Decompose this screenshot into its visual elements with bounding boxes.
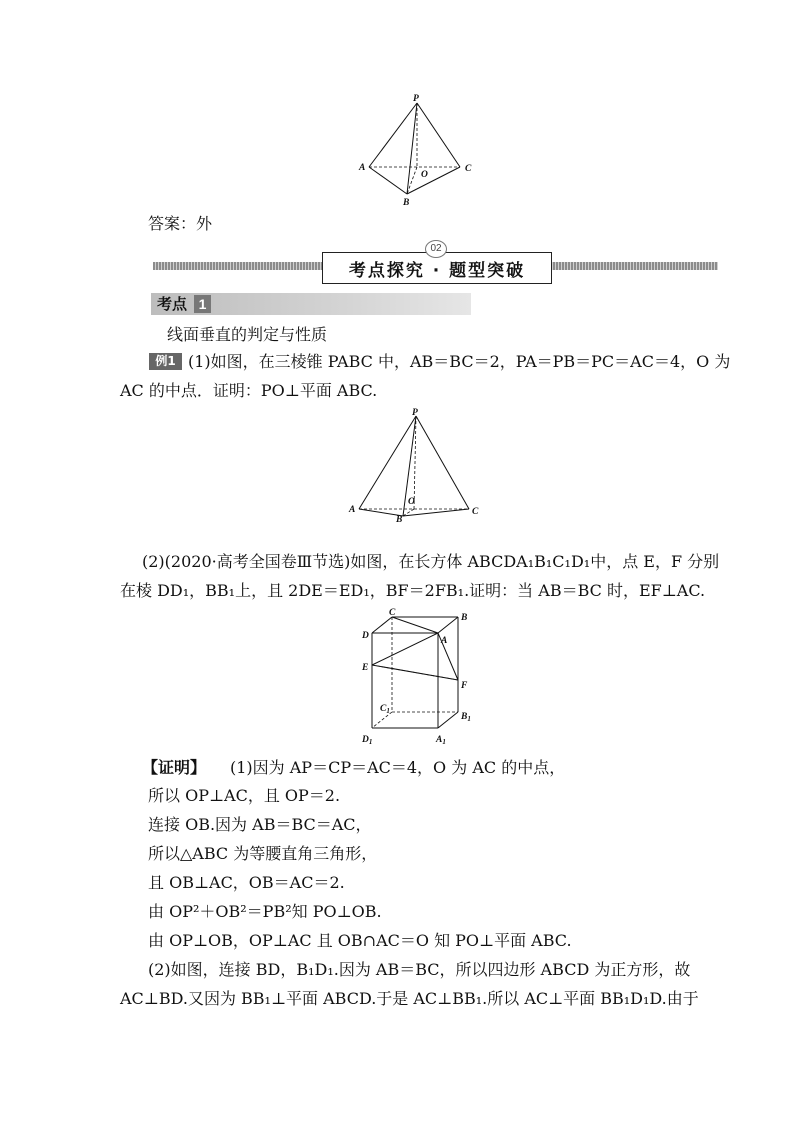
pyramid-figure-1 [355,95,485,207]
label-F: F [461,681,468,691]
proof-line: 连接 OB.因为 AB＝BC＝AC， [148,815,372,834]
label-B1: $B_1$ [461,712,471,723]
proof-heading: 【证明】 [142,758,207,777]
proof-line: (2)如图，连接 BD，B₁D₁.因为 AB＝BC，所以四边形 ABCD 为正方形，故 [148,960,691,979]
kaodian-number: 1 [194,295,211,313]
label-B: B [396,515,403,525]
label-P: P [413,94,419,104]
label-D1: $D_1$ [362,735,373,746]
label-O: O [408,497,415,507]
proof-line: 且 OB⊥AC，OB＝AC＝2. [148,873,345,892]
label-D: D [362,631,369,641]
example-part2-line1: (2)(2020·高考全国卷Ⅲ节选)如图，在长方体 ABCDA₁B₁C₁D₁中，点 E，F 分别 [142,552,720,571]
example-part2-line2: 在棱 DD₁，BB₁上，且 2DE＝ED₁，BF＝2FB₁.证明：当 AB＝BC 时，EF⊥AC. [120,581,706,600]
label-C: C [472,507,479,517]
topic-title: 线面垂直的判定与性质 [167,325,328,344]
cuboid-figure [358,608,478,746]
label-A1: $A_1$ [436,735,446,746]
label-E: E [362,663,369,673]
pyramid-figure-2 [345,408,485,523]
label-O: O [421,170,428,180]
label-C: C [465,164,472,174]
label-B: B [403,198,410,208]
proof-line: 由 OP²＋OB²＝PB²知 PO⊥OB. [148,902,382,921]
label-B: B [461,613,468,623]
banner-left-rule [153,262,323,270]
label-P: P [412,408,418,418]
kaodian-label: 考点 [157,295,188,313]
section-banner-title: 考点探究 · 题型突破 [348,260,526,281]
answer-text: 答案：外 [148,214,213,233]
example-tag: 例1 [149,353,182,370]
proof-line: 由 OP⊥OB，OP⊥AC 且 OB∩AC＝O 知 PO⊥平面 ABC. [148,931,572,950]
section-number-badge: 02 [425,240,447,258]
proof-line: 所以△ABC 为等腰直角三角形， [148,844,378,863]
proof-line: 所以 OP⊥AC，且 OP＝2. [148,786,341,805]
example-part1-line2: AC 的中点．证明：PO⊥平面 ABC. [120,381,378,400]
label-A: A [359,163,366,173]
label-A: A [349,505,356,515]
banner-right-rule [550,262,718,270]
example-part1-line1: (1)如图，在三棱锥 PABC 中，AB＝BC＝2，PA＝PB＝PC＝AC＝4，O 为 [188,352,731,371]
label-A: A [441,636,448,646]
label-C1: $C_1$ [380,704,390,715]
label-C: C [389,608,396,618]
proof-line: (1)因为 AP＝CP＝AC＝4，O 为 AC 的中点， [230,758,566,777]
proof-line: AC⊥BD.又因为 BB₁⊥平面 ABCD.于是 AC⊥BB₁.所以 AC⊥平面 BB₁D₁D.由于 [120,989,699,1008]
